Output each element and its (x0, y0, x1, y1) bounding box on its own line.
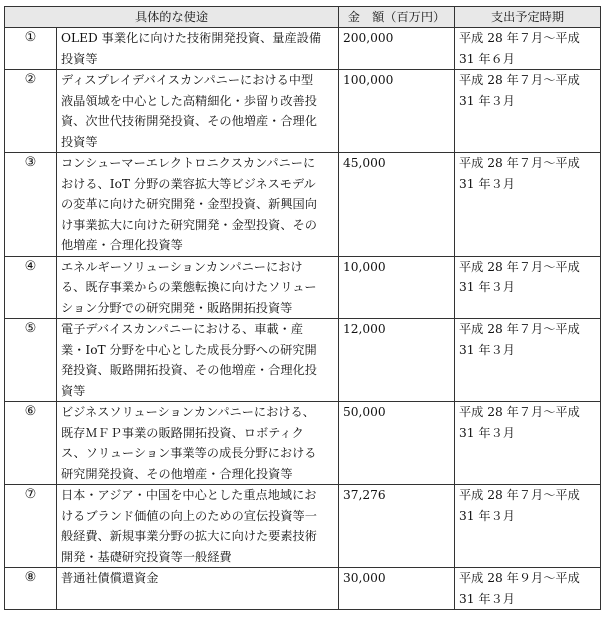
period-cell (455, 256, 601, 319)
usage-line: 研究開発投資、その他増産・合理化投資等 (61, 466, 293, 481)
period-cell (455, 319, 601, 402)
amount-cell: 12,000 (339, 319, 455, 402)
amount-cell: 200,000 (339, 28, 455, 70)
usage-line: 他増産・合理化投資等 (61, 238, 183, 252)
usage-line: 普通社債償還資金 (61, 571, 159, 585)
period-line: 31 年３月 (459, 425, 515, 440)
period-cell (455, 402, 601, 485)
usage-line: ビジネスソリューションカンパニーにおける、 (61, 405, 315, 419)
period-line: 31 年３月 (459, 93, 515, 108)
usage-line: 既存ＭＦＰ事業の販路開拓投資、ロボティク (61, 425, 304, 440)
period-line: 31 年３月 (459, 280, 515, 294)
fund-usage-table (4, 6, 601, 610)
usage-line: 液晶領域を中心とした高精細化・歩留り改善投 (61, 93, 317, 108)
period-line: 31 年６月 (459, 51, 515, 66)
usage-line: 資等 (61, 383, 86, 398)
amount-cell: 50,000 (339, 402, 455, 485)
row-number: ③ (5, 153, 57, 257)
row-number: ① (5, 28, 57, 70)
period-line: 平成 28 年７月～平成 (459, 31, 580, 45)
usage-cell (57, 485, 339, 568)
usage-line: 日本・アジア・中国を中心とした重点地域にお (61, 488, 317, 502)
usage-cell (57, 256, 339, 319)
period-line: 平成 28 年７月～平成 (459, 259, 580, 274)
header-period: 支出予定時期 (455, 7, 601, 28)
table-header-row (5, 7, 601, 28)
period-line: 平成 28 年９月～平成 (459, 571, 580, 585)
usage-line: ション分野での研究開発・販路開拓投資等 (61, 300, 293, 315)
period-cell (455, 70, 601, 153)
usage-line: 電子デバイスカンパニーにおける、車載・産 (61, 322, 304, 336)
table-row (5, 256, 601, 319)
table-row (5, 28, 601, 70)
amount-cell: 10,000 (339, 256, 455, 319)
table-row (5, 568, 601, 610)
usage-cell (57, 153, 339, 257)
period-cell (455, 28, 601, 70)
usage-line: 発投資、販路開拓投資、その他増産・合理化投 (61, 363, 317, 377)
table-row (5, 402, 601, 485)
period-cell (455, 568, 601, 610)
usage-line: 投資等 (61, 134, 98, 149)
usage-line: OLED 事業化に向けた技術開発投資、量産設備 (61, 31, 322, 45)
period-line: 31 年３月 (459, 591, 515, 606)
usage-line: 資、次世代技術開発投資、その他増産・合理化 (61, 114, 317, 128)
period-line: 平成 28 年７月～平成 (459, 488, 580, 502)
table-body (5, 28, 601, 610)
row-number: ⑤ (5, 319, 57, 402)
header-amount: 金 額（百万円） (339, 7, 455, 28)
usage-line: ス、ソリューション事業等の成長分野における (61, 446, 317, 460)
period-line: 平成 28 年７月～平成 (459, 73, 580, 87)
usage-line: 投資等 (61, 51, 98, 66)
row-number: ② (5, 70, 57, 153)
table-row (5, 485, 601, 568)
period-line: 31 年３月 (459, 176, 515, 191)
usage-line: エネルギーソリューションカンパニーにおけ (61, 259, 303, 274)
usage-cell (57, 402, 339, 485)
period-cell (455, 153, 601, 257)
table-row (5, 70, 601, 153)
period-cell (455, 485, 601, 568)
row-number: ④ (5, 256, 57, 319)
amount-cell: 30,000 (339, 568, 455, 610)
usage-line: け事業拡大に向けた研究開発・金型投資、その (61, 217, 317, 232)
row-number: ⑦ (5, 485, 57, 568)
usage-cell (57, 319, 339, 402)
amount-cell: 45,000 (339, 153, 455, 257)
period-line: 31 年３月 (459, 508, 515, 523)
usage-line: おける、IoT 分野の業容拡大等ビジネスモデル (61, 176, 316, 191)
period-line: 31 年３月 (459, 342, 515, 357)
usage-line: る、既存事業からの業態転換に向けたソリュー (61, 280, 317, 294)
table-row (5, 319, 601, 402)
usage-cell (57, 568, 339, 610)
amount-cell: 100,000 (339, 70, 455, 153)
header-usage: 具体的な使途 (5, 7, 339, 28)
usage-line: 般経費、新規事業分野の拡大に向けた要素技術 (61, 529, 317, 543)
period-line: 平成 28 年７月～平成 (459, 405, 580, 419)
period-line: 平成 28 年７月～平成 (459, 156, 580, 170)
usage-line: 業・IoT 分野を中心とした成長分野への研究開 (61, 342, 317, 357)
usage-cell (57, 70, 339, 153)
period-line: 平成 28 年７月～平成 (459, 322, 580, 336)
row-number: ⑧ (5, 568, 57, 610)
usage-line: 開発・基礎研究投資等一般経費 (61, 549, 232, 564)
row-number: ⑥ (5, 402, 57, 485)
table-row (5, 153, 601, 257)
amount-cell: 37,276 (339, 485, 455, 568)
usage-line: の変革に向けた研究開発・金型投資、新興国向 (61, 197, 317, 211)
usage-line: コンシューマーエレクトロニクスカンパニーに (61, 156, 316, 170)
usage-cell (57, 28, 339, 70)
usage-line: けるブランド価値の向上のための宣伝投資等一 (61, 508, 317, 523)
usage-line: ディスプレイデバイスカンパニーにおける中型 (61, 73, 314, 87)
